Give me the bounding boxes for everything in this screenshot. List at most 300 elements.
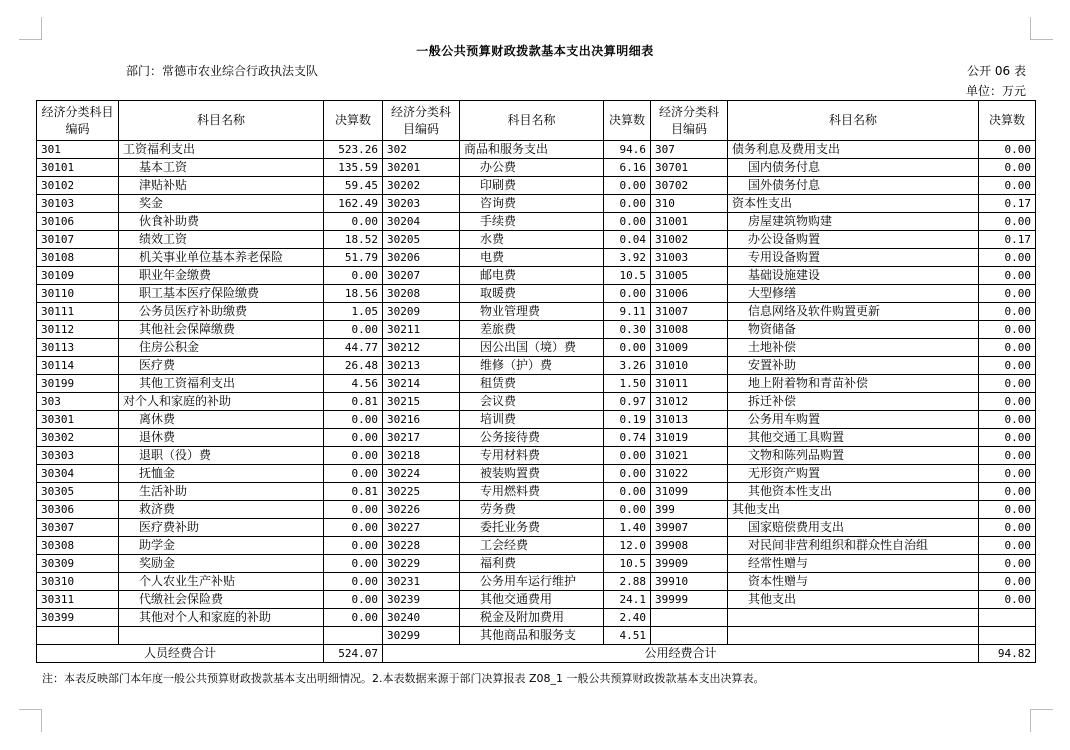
row-code-1: 30311 <box>37 591 119 609</box>
row-amount-1: 0.00 <box>324 519 383 537</box>
row-name-3: 房屋建筑物购建 <box>728 213 979 231</box>
table-row <box>37 159 1036 177</box>
row-code-1: 30303 <box>37 447 119 465</box>
row-name-3: 经常性赠与 <box>728 555 979 573</box>
row-amount-1: 0.00 <box>324 267 383 285</box>
row-code-2: 30214 <box>383 375 460 393</box>
row-code-3: 39907 <box>651 519 728 537</box>
row-name-1: 救济费 <box>119 501 324 519</box>
row-code-3: 31009 <box>651 339 728 357</box>
table-header-row <box>37 101 1036 141</box>
table-row <box>37 519 1036 537</box>
row-name-1: 机关事业单位基本养老保险 <box>119 249 324 267</box>
row-amount-3: 0.00 <box>979 429 1036 447</box>
row-code-3: 31021 <box>651 447 728 465</box>
header-amount-1: 决算数 <box>324 101 383 141</box>
row-name-3: 国外债务付息 <box>728 177 979 195</box>
row-code-3: 31019 <box>651 429 728 447</box>
row-amount-1: 0.00 <box>324 573 383 591</box>
table-row <box>37 339 1036 357</box>
row-amount-1: 0.00 <box>324 213 383 231</box>
row-code-2: 30211 <box>383 321 460 339</box>
row-amount-1: 0.00 <box>324 537 383 555</box>
row-code-3: 31022 <box>651 465 728 483</box>
public-total-label: 公用经费合计 <box>383 645 979 663</box>
table-row <box>37 195 1036 213</box>
row-amount-1: 0.81 <box>324 483 383 501</box>
table-row <box>37 357 1036 375</box>
row-name-2: 维修（护）费 <box>460 357 604 375</box>
table-row <box>37 267 1036 285</box>
row-amount-2: 1.40 <box>604 519 651 537</box>
row-code-3: 39909 <box>651 555 728 573</box>
row-code-1: 30309 <box>37 555 119 573</box>
row-name-1: 其他社会保障缴费 <box>119 321 324 339</box>
row-name-1: 抚恤金 <box>119 465 324 483</box>
row-name-3: 国家赔偿费用支出 <box>728 519 979 537</box>
row-code-3: 31002 <box>651 231 728 249</box>
row-amount-1: 44.77 <box>324 339 383 357</box>
row-code-1: 30399 <box>37 609 119 627</box>
row-name-3: 办公设备购置 <box>728 231 979 249</box>
header-amount-3: 决算数 <box>979 101 1036 141</box>
row-amount-2: 0.00 <box>604 213 651 231</box>
expenditure-table <box>36 100 1036 663</box>
row-amount-1: 1.05 <box>324 303 383 321</box>
row-amount-2: 10.5 <box>604 555 651 573</box>
row-amount-3: 0.00 <box>979 465 1036 483</box>
row-amount-2: 2.40 <box>604 609 651 627</box>
row-amount-1: 0.00 <box>324 447 383 465</box>
row-code-1: 30102 <box>37 177 119 195</box>
row-amount-2: 10.5 <box>604 267 651 285</box>
header-name-3: 科目名称 <box>728 101 979 141</box>
row-name-2: 其他交通费用 <box>460 591 604 609</box>
row-code-2: 30228 <box>383 537 460 555</box>
row-code-3: 31012 <box>651 393 728 411</box>
row-code-3: 39910 <box>651 573 728 591</box>
row-amount-2: 2.88 <box>604 573 651 591</box>
row-amount-2: 0.00 <box>604 465 651 483</box>
table-row <box>37 213 1036 231</box>
report-title: 一般公共预算财政拨款基本支出决算明细表 <box>416 44 654 58</box>
row-amount-3: 0.00 <box>979 285 1036 303</box>
row-amount-2: 0.74 <box>604 429 651 447</box>
row-amount-2: 0.00 <box>604 483 651 501</box>
row-name-3: 其他资本性支出 <box>728 483 979 501</box>
row-amount-2: 0.00 <box>604 447 651 465</box>
row-name-3: 公务用车购置 <box>728 411 979 429</box>
row-name-1: 公务员医疗补助缴费 <box>119 303 324 321</box>
row-amount-2: 0.00 <box>604 285 651 303</box>
row-code-2: 30208 <box>383 285 460 303</box>
row-name-1: 住房公积金 <box>119 339 324 357</box>
row-name-3: 无形资产购置 <box>728 465 979 483</box>
row-code-3: 30702 <box>651 177 728 195</box>
row-name-2: 公务用车运行维护 <box>460 573 604 591</box>
row-amount-3: 0.00 <box>979 501 1036 519</box>
row-name-2: 差旅费 <box>460 321 604 339</box>
row-name-1: 绩效工资 <box>119 231 324 249</box>
row-amount-3: 0.00 <box>979 177 1036 195</box>
personnel-total-label: 人员经费合计 <box>37 645 324 663</box>
row-name-3: 其他支出 <box>728 501 979 519</box>
table-row <box>37 591 1036 609</box>
row-name-1: 离休费 <box>119 411 324 429</box>
row-amount-3: 0.00 <box>979 159 1036 177</box>
row-code-3: 31003 <box>651 249 728 267</box>
row-code-3: 399 <box>651 501 728 519</box>
row-amount-2: 1.50 <box>604 375 651 393</box>
header-code-3: 经济分类科目编码 <box>651 101 728 141</box>
row-code-2: 30209 <box>383 303 460 321</box>
row-name-3: 信息网络及软件购置更新 <box>728 303 979 321</box>
row-name-3 <box>728 627 979 645</box>
row-code-1: 30306 <box>37 501 119 519</box>
row-name-1: 医疗费 <box>119 357 324 375</box>
row-name-3: 资本性支出 <box>728 195 979 213</box>
row-amount-2: 0.19 <box>604 411 651 429</box>
row-name-1: 其他工资福利支出 <box>119 375 324 393</box>
row-amount-3: 0.00 <box>979 393 1036 411</box>
row-code-1: 30103 <box>37 195 119 213</box>
row-code-3: 31001 <box>651 213 728 231</box>
row-code-1: 301 <box>37 141 119 159</box>
form-number: 公开 06 表 <box>967 64 1026 78</box>
row-code-1: 30109 <box>37 267 119 285</box>
row-name-3: 其他支出 <box>728 591 979 609</box>
row-code-1: 30308 <box>37 537 119 555</box>
row-code-2: 30207 <box>383 267 460 285</box>
row-code-3: 31011 <box>651 375 728 393</box>
row-name-3: 资本性赠与 <box>728 573 979 591</box>
row-code-2: 30226 <box>383 501 460 519</box>
row-code-2: 30215 <box>383 393 460 411</box>
row-amount-3: 0.00 <box>979 339 1036 357</box>
row-name-2: 公务接待费 <box>460 429 604 447</box>
row-code-2: 30299 <box>383 627 460 645</box>
row-code-2: 30216 <box>383 411 460 429</box>
row-name-3: 土地补偿 <box>728 339 979 357</box>
row-name-3: 地上附着物和青苗补偿 <box>728 375 979 393</box>
row-name-3: 拆迁补偿 <box>728 393 979 411</box>
table-row <box>37 321 1036 339</box>
table-row <box>37 465 1036 483</box>
row-code-1: 30110 <box>37 285 119 303</box>
row-code-1: 30305 <box>37 483 119 501</box>
row-code-1: 303 <box>37 393 119 411</box>
row-code-2: 302 <box>383 141 460 159</box>
page-corner-mark <box>19 17 42 40</box>
row-code-2: 30204 <box>383 213 460 231</box>
row-amount-1: 0.00 <box>324 411 383 429</box>
row-amount-1: 18.56 <box>324 285 383 303</box>
row-name-3: 其他交通工具购置 <box>728 429 979 447</box>
row-amount-2: 0.00 <box>604 339 651 357</box>
row-code-1: 30113 <box>37 339 119 357</box>
table-row <box>37 393 1036 411</box>
row-name-1: 医疗费补助 <box>119 519 324 537</box>
personnel-total-value: 524.07 <box>324 645 383 663</box>
row-amount-3: 0.00 <box>979 141 1036 159</box>
row-code-1: 30112 <box>37 321 119 339</box>
row-code-2: 30217 <box>383 429 460 447</box>
row-amount-1: 0.00 <box>324 465 383 483</box>
row-name-3: 专用设备购置 <box>728 249 979 267</box>
row-amount-3: 0.00 <box>979 483 1036 501</box>
row-code-2: 30227 <box>383 519 460 537</box>
row-name-3: 安置补助 <box>728 357 979 375</box>
row-code-1: 30108 <box>37 249 119 267</box>
row-name-2: 水费 <box>460 231 604 249</box>
row-amount-1: 26.48 <box>324 357 383 375</box>
row-name-1 <box>119 627 324 645</box>
page-corner-mark <box>1030 17 1053 40</box>
row-name-1: 伙食补助费 <box>119 213 324 231</box>
row-name-1: 职业年金缴费 <box>119 267 324 285</box>
row-name-2: 邮电费 <box>460 267 604 285</box>
row-code-3: 31099 <box>651 483 728 501</box>
row-code-2: 30218 <box>383 447 460 465</box>
row-amount-3: 0.00 <box>979 555 1036 573</box>
row-code-2: 30205 <box>383 231 460 249</box>
row-name-3: 对民间非营利组织和群众性自治组 <box>728 537 979 555</box>
row-name-2: 咨询费 <box>460 195 604 213</box>
row-code-1: 30307 <box>37 519 119 537</box>
header-code-1: 经济分类科目编码 <box>37 101 119 141</box>
row-code-3 <box>651 627 728 645</box>
row-amount-2: 9.11 <box>604 303 651 321</box>
row-name-2: 劳务费 <box>460 501 604 519</box>
table-row <box>37 231 1036 249</box>
row-code-3 <box>651 609 728 627</box>
row-code-1: 30111 <box>37 303 119 321</box>
table-row <box>37 555 1036 573</box>
table-row <box>37 627 1036 645</box>
row-amount-3: 0.00 <box>979 321 1036 339</box>
row-name-1: 助学金 <box>119 537 324 555</box>
row-amount-1: 59.45 <box>324 177 383 195</box>
row-code-2: 30231 <box>383 573 460 591</box>
row-amount-2: 0.00 <box>604 195 651 213</box>
row-amount-3 <box>979 609 1036 627</box>
row-name-1: 生活补助 <box>119 483 324 501</box>
row-name-2: 手续费 <box>460 213 604 231</box>
row-code-2: 30206 <box>383 249 460 267</box>
table-row <box>37 501 1036 519</box>
row-code-1: 30310 <box>37 573 119 591</box>
table-row <box>37 303 1036 321</box>
row-code-1: 30302 <box>37 429 119 447</box>
row-amount-2: 12.0 <box>604 537 651 555</box>
row-amount-1: 4.56 <box>324 375 383 393</box>
row-amount-3: 0.00 <box>979 447 1036 465</box>
row-name-1: 基本工资 <box>119 159 324 177</box>
row-amount-1: 0.00 <box>324 591 383 609</box>
row-amount-1: 51.79 <box>324 249 383 267</box>
table-row <box>37 411 1036 429</box>
row-amount-3: 0.00 <box>979 573 1036 591</box>
row-code-1: 30107 <box>37 231 119 249</box>
row-name-2: 其他商品和服务支 <box>460 627 604 645</box>
row-amount-1: 18.52 <box>324 231 383 249</box>
row-amount-3: 0.00 <box>979 267 1036 285</box>
row-amount-2: 0.00 <box>604 177 651 195</box>
row-amount-2: 94.6 <box>604 141 651 159</box>
page-corner-mark <box>19 709 42 732</box>
row-code-2: 30213 <box>383 357 460 375</box>
row-amount-2: 0.00 <box>604 501 651 519</box>
row-amount-3: 0.00 <box>979 411 1036 429</box>
table-row <box>37 375 1036 393</box>
table-row <box>37 483 1036 501</box>
table-row <box>37 609 1036 627</box>
row-code-3: 31008 <box>651 321 728 339</box>
row-amount-1 <box>324 627 383 645</box>
row-name-2: 取暖费 <box>460 285 604 303</box>
row-amount-2: 0.30 <box>604 321 651 339</box>
footnote: 注：本表反映部门本年度一般公共预算财政拨款基本支出明细情况。2.本表数据来源于部门决算报表 Z08_1 一般公共预算财政拨款基本支出决算表。 <box>42 672 765 685</box>
row-amount-2: 3.26 <box>604 357 651 375</box>
row-code-1: 30106 <box>37 213 119 231</box>
row-amount-3: 0.17 <box>979 195 1036 213</box>
row-amount-1: 0.00 <box>324 609 383 627</box>
row-name-2: 委托业务费 <box>460 519 604 537</box>
row-code-3: 39908 <box>651 537 728 555</box>
row-code-3: 31005 <box>651 267 728 285</box>
row-code-1: 30304 <box>37 465 119 483</box>
row-name-2: 工会经费 <box>460 537 604 555</box>
row-amount-2: 3.92 <box>604 249 651 267</box>
row-code-3: 31013 <box>651 411 728 429</box>
row-name-1: 其他对个人和家庭的补助 <box>119 609 324 627</box>
row-code-1: 30101 <box>37 159 119 177</box>
row-amount-3: 0.00 <box>979 357 1036 375</box>
row-code-2: 30201 <box>383 159 460 177</box>
row-code-3: 31006 <box>651 285 728 303</box>
row-name-2: 物业管理费 <box>460 303 604 321</box>
row-amount-3: 0.17 <box>979 231 1036 249</box>
row-name-3 <box>728 609 979 627</box>
row-code-1: 30199 <box>37 375 119 393</box>
table-row <box>37 447 1036 465</box>
row-code-2: 30212 <box>383 339 460 357</box>
table-row <box>37 285 1036 303</box>
row-code-2: 30225 <box>383 483 460 501</box>
row-code-2: 30240 <box>383 609 460 627</box>
row-name-2: 印刷费 <box>460 177 604 195</box>
row-name-1: 奖金 <box>119 195 324 213</box>
row-name-2: 税金及附加费用 <box>460 609 604 627</box>
table-row <box>37 429 1036 447</box>
row-code-2: 30229 <box>383 555 460 573</box>
row-amount-1: 0.00 <box>324 555 383 573</box>
row-name-1: 个人农业生产补贴 <box>119 573 324 591</box>
row-code-3: 39999 <box>651 591 728 609</box>
row-code-1 <box>37 627 119 645</box>
row-name-2: 被装购置费 <box>460 465 604 483</box>
row-amount-2: 0.97 <box>604 393 651 411</box>
row-code-2: 30239 <box>383 591 460 609</box>
table-row <box>37 249 1036 267</box>
department-label: 部门：常德市农业综合行政执法支队 <box>126 64 319 78</box>
row-amount-1: 135.59 <box>324 159 383 177</box>
row-name-1: 工资福利支出 <box>119 141 324 159</box>
page-corner-mark <box>1030 709 1053 732</box>
row-name-1: 对个人和家庭的补助 <box>119 393 324 411</box>
row-code-2: 30224 <box>383 465 460 483</box>
row-name-2: 商品和服务支出 <box>460 141 604 159</box>
row-name-3: 国内债务付息 <box>728 159 979 177</box>
public-total-value: 94.82 <box>979 645 1036 663</box>
header-name-1: 科目名称 <box>119 101 324 141</box>
row-name-1: 退休费 <box>119 429 324 447</box>
row-name-1: 奖励金 <box>119 555 324 573</box>
row-code-3: 31007 <box>651 303 728 321</box>
row-amount-3: 0.00 <box>979 519 1036 537</box>
table-row <box>37 177 1036 195</box>
row-name-2: 专用燃料费 <box>460 483 604 501</box>
row-amount-1: 523.26 <box>324 141 383 159</box>
row-name-1: 职工基本医疗保险缴费 <box>119 285 324 303</box>
row-name-1: 津贴补贴 <box>119 177 324 195</box>
row-name-2: 租赁费 <box>460 375 604 393</box>
row-code-3: 307 <box>651 141 728 159</box>
row-code-3: 31010 <box>651 357 728 375</box>
row-name-3: 债务利息及费用支出 <box>728 141 979 159</box>
row-code-1: 30114 <box>37 357 119 375</box>
row-code-2: 30202 <box>383 177 460 195</box>
unit-label: 单位：万元 <box>965 84 1026 98</box>
row-amount-2: 6.16 <box>604 159 651 177</box>
row-amount-1: 0.00 <box>324 321 383 339</box>
table-row <box>37 141 1036 159</box>
row-amount-1: 162.49 <box>324 195 383 213</box>
row-amount-1: 0.00 <box>324 501 383 519</box>
table-row <box>37 537 1036 555</box>
row-name-2: 会议费 <box>460 393 604 411</box>
row-amount-1: 0.00 <box>324 429 383 447</box>
table-row <box>37 573 1036 591</box>
row-name-2: 办公费 <box>460 159 604 177</box>
row-name-2: 专用材料费 <box>460 447 604 465</box>
row-amount-2: 24.1 <box>604 591 651 609</box>
row-amount-3: 0.00 <box>979 537 1036 555</box>
row-amount-3 <box>979 627 1036 645</box>
row-code-3: 310 <box>651 195 728 213</box>
header-code-2: 经济分类科目编码 <box>383 101 460 141</box>
row-amount-3: 0.00 <box>979 375 1036 393</box>
row-amount-3: 0.00 <box>979 213 1036 231</box>
row-name-1: 代缴社会保险费 <box>119 591 324 609</box>
row-name-2: 培训费 <box>460 411 604 429</box>
row-amount-3: 0.00 <box>979 591 1036 609</box>
totals-row <box>37 645 1036 663</box>
row-name-2: 福利费 <box>460 555 604 573</box>
row-name-3: 文物和陈列品购置 <box>728 447 979 465</box>
row-code-2: 30203 <box>383 195 460 213</box>
row-code-1: 30301 <box>37 411 119 429</box>
row-amount-3: 0.00 <box>979 249 1036 267</box>
row-code-3: 30701 <box>651 159 728 177</box>
row-name-3: 大型修缮 <box>728 285 979 303</box>
row-name-1: 退职（役）费 <box>119 447 324 465</box>
row-name-2: 电费 <box>460 249 604 267</box>
row-amount-2: 0.04 <box>604 231 651 249</box>
header-amount-2: 决算数 <box>604 101 651 141</box>
row-name-3: 物资储备 <box>728 321 979 339</box>
header-name-2: 科目名称 <box>460 101 604 141</box>
